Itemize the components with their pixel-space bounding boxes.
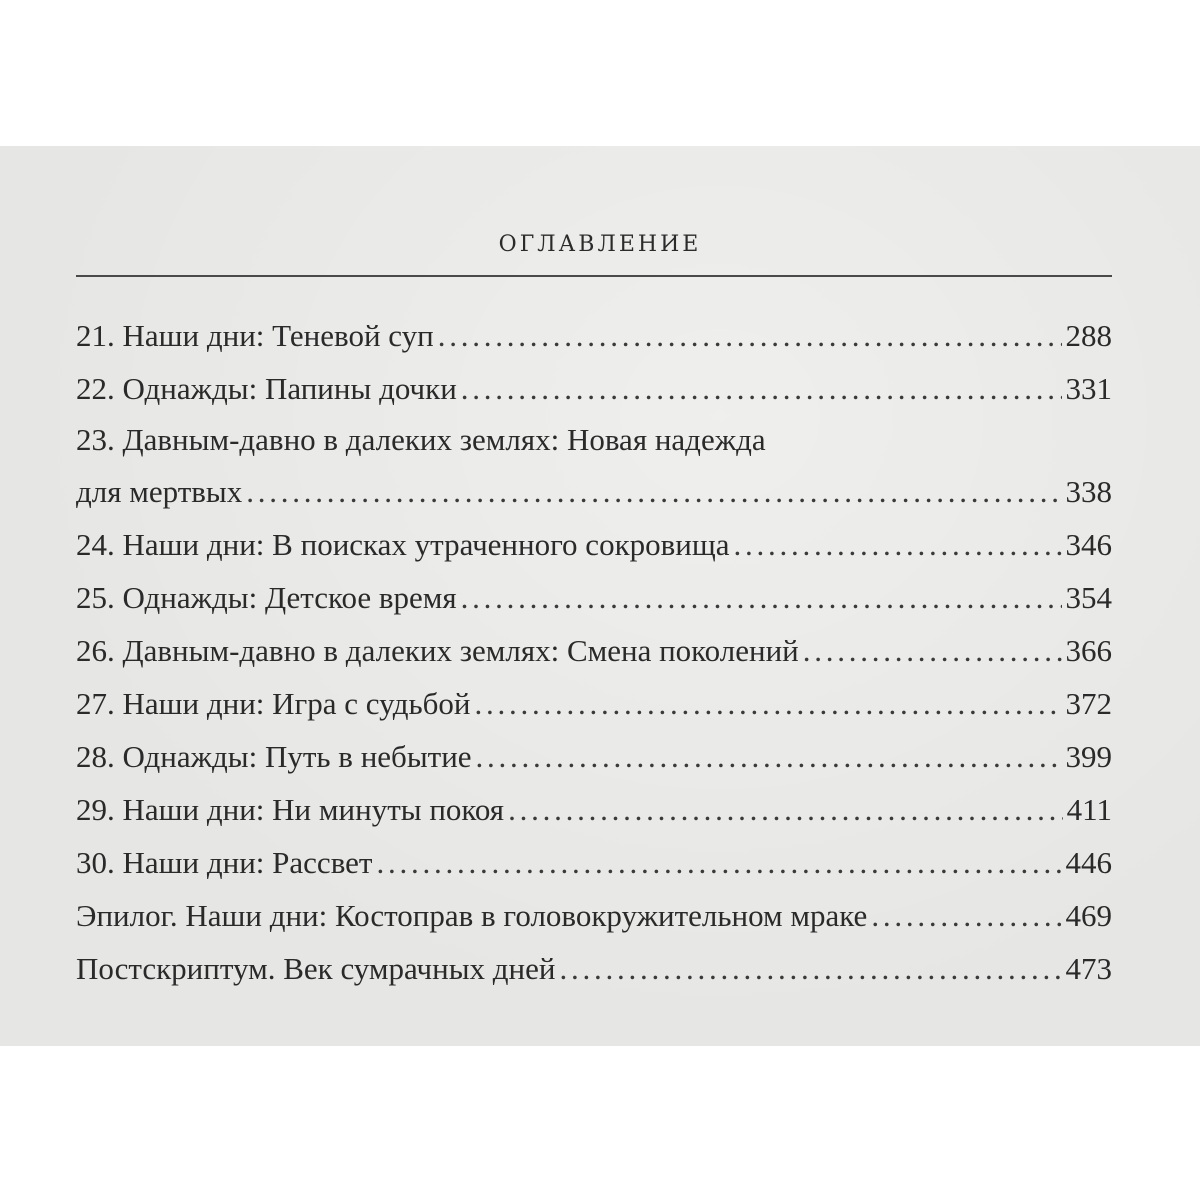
toc-leader-dots: [871, 889, 1061, 942]
toc-entry: [76, 362, 1112, 415]
toc-entry-page: 399: [1065, 739, 1112, 774]
toc-entry-page: 469: [1065, 898, 1112, 933]
toc-leader-dots: [733, 518, 1061, 571]
toc-entry-title-continued: для мертвых: [76, 474, 243, 509]
toc-entry-page: 338: [1065, 474, 1112, 509]
toc-leader-dots: [560, 942, 1062, 995]
table-of-contents: [76, 309, 1112, 995]
toc-entry-title: 21. Наши дни: Теневой суп: [76, 318, 434, 353]
toc-entry-page: 366: [1065, 633, 1112, 668]
toc-entry-title: Постскриптум. Век сумрачных дней: [76, 951, 556, 986]
toc-leader-dots: [376, 836, 1061, 889]
toc-entry-title: 29. Наши дни: Ни минуты покоя: [76, 792, 505, 827]
heading-rule: [76, 275, 1112, 277]
toc-entry-title: 22. Однажды: Папины дочки: [76, 371, 457, 406]
toc-entry: [76, 836, 1112, 889]
toc-entry-title: 30. Наши дни: Рассвет: [76, 845, 373, 880]
toc-entry: [76, 624, 1112, 677]
toc-entry: [76, 889, 1112, 942]
toc-entry: [76, 783, 1112, 836]
toc-entry-title: 28. Однажды: Путь в небытие: [76, 739, 472, 774]
toc-entry: [76, 571, 1112, 624]
toc-entry-page: 372: [1065, 686, 1112, 721]
toc-entry-title: 23. Давным-давно в далеких землях: Новая надежда: [76, 422, 766, 457]
book-page: [0, 146, 1200, 1046]
toc-entry: [76, 942, 1112, 995]
toc-leader-dots: [438, 309, 1062, 362]
toc-leader-dots: [246, 465, 1061, 518]
toc-entry-page: 331: [1065, 371, 1112, 406]
toc-leader-dots: [508, 783, 1063, 836]
toc-leader-dots: [803, 624, 1062, 677]
toc-leader-dots: [474, 677, 1061, 730]
toc-entry: [76, 518, 1112, 571]
toc-entry: [76, 730, 1112, 783]
toc-entry-page: 446: [1065, 845, 1112, 880]
toc-entry-page: 411: [1066, 792, 1112, 827]
toc-entry-title: 27. Наши дни: Игра с судьбой: [76, 686, 471, 721]
toc-entry-title: 24. Наши дни: В поисках утраченного сокровища: [76, 527, 730, 562]
toc-entry-page: 473: [1065, 951, 1112, 986]
toc-leader-dots: [476, 730, 1062, 783]
toc-entry-page: 288: [1065, 318, 1112, 353]
toc-leader-dots: [461, 571, 1062, 624]
toc-entry-page: 346: [1065, 527, 1112, 562]
toc-entry-title: 26. Давным-давно в далеких землях: Смена поколений: [76, 633, 799, 668]
toc-entry: [76, 677, 1112, 730]
toc-entry: [76, 415, 1112, 518]
toc-entry-title: Эпилог. Наши дни: Костоправ в головокружительном мраке: [76, 898, 868, 933]
toc-entry-title: 25. Однажды: Детское время: [76, 580, 457, 615]
toc-entry: [76, 309, 1112, 362]
toc-leader-dots: [461, 362, 1062, 415]
page-heading: ОГЛАВЛЕНИЕ: [498, 232, 702, 257]
toc-entry-page: 354: [1065, 580, 1112, 615]
